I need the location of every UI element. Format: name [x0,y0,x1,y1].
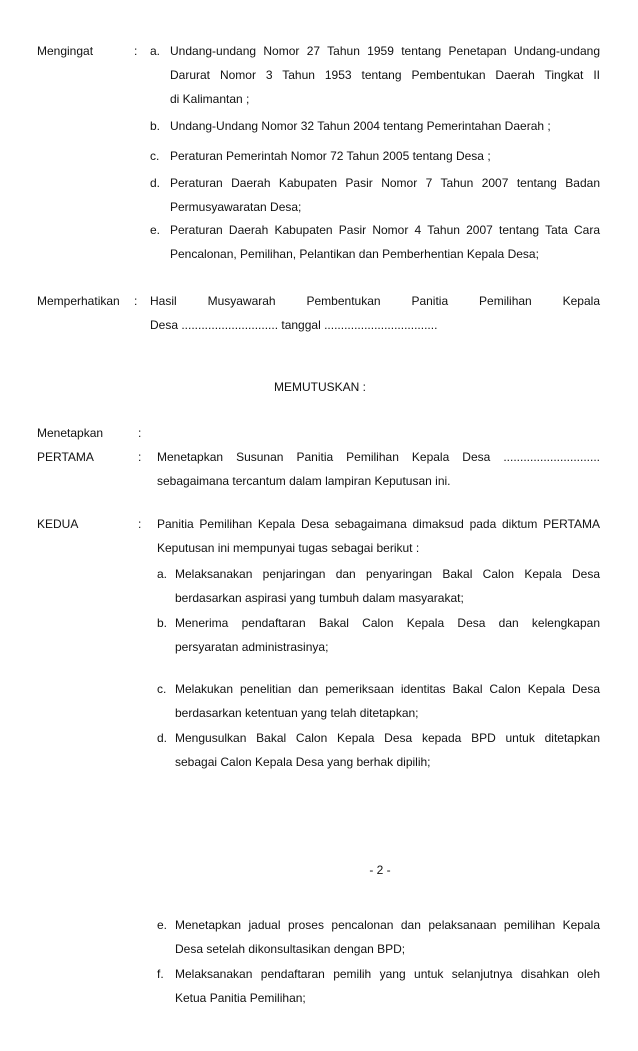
mengingat-item-c-marker: c. [150,149,160,163]
mengingat-item-a-marker: a. [150,44,161,58]
kedua-colon: : [138,517,142,531]
mengingat-item-e-marker: e. [150,223,161,237]
mengingat-item-a-line2: Darurat Nomor 3 Tahun 1953 tentang Pembentukan Daerah Tingkat II [170,68,600,82]
kedua-line2: Keputusan ini mempunyai tugas sebagai berikut : [157,541,420,555]
memutuskan-heading: MEMUTUSKAN : [273,380,366,394]
pertama-label: PERTAMA [37,450,94,464]
kedua-line1: Panitia Pemilihan Kepala Desa sebagaimana dimaksud pada diktum PERTAMA [157,517,600,531]
memperhatikan-colon: : [134,294,138,308]
mengingat-item-d-line2: Permusyawaratan Desa; [170,200,302,214]
kedua-item-d-marker: d. [157,731,168,745]
pertama-line2: sebagaimana tercantum dalam lampiran Keputusan ini. [157,474,451,488]
kedua-item-f-marker: f. [157,967,164,981]
memperhatikan-line2: Desa ............................. tanggal .................................. [150,318,438,332]
kedua-item-c-line1: Melakukan penelitian dan pemeriksaan identitas Bakal Calon Kepala Desa [175,682,600,696]
kedua-item-a-marker: a. [157,567,168,581]
kedua-item-b-line2: persyaratan administrasinya; [175,640,329,654]
kedua-item-e-marker: e. [157,918,168,932]
kedua-item-c-line2: berdasarkan ketentuan yang telah ditetapkan; [175,706,419,720]
kedua-item-d-line2: sebagai Calon Kepala Desa yang berhak dipilih; [175,755,431,769]
kedua-item-c-marker: c. [157,682,167,696]
mengingat-label: Mengingat [37,44,94,58]
page-number: - 2 - [369,863,391,877]
kedua-item-a-line2: berdasarkan aspirasi yang tumbuh dalam masyarakat; [175,591,464,605]
mengingat-item-a-line3: di Kalimantan ; [170,92,250,106]
pertama-colon: : [138,450,142,464]
memperhatikan-line1: Hasil Musyawarah Pembentukan Panitia Pemilihan Kepala [150,294,600,308]
mengingat-colon: : [134,44,138,58]
menetapkan-colon: : [138,426,142,440]
mengingat-item-d-marker: d. [150,176,161,190]
mengingat-item-e-line2: Pencalonan, Pemilihan, Pelantikan dan Pemberhentian Kepala Desa; [170,247,539,261]
kedua-item-a-line1: Melaksanakan penjaringan dan penyaringan Bakal Calon Kepala Desa [175,567,600,581]
mengingat-item-d-line1: Peraturan Daerah Kabupaten Pasir Nomor 7 Tahun 2007 tentang Badan [170,176,600,190]
kedua-label: KEDUA [37,517,79,531]
kedua-item-e-line2: Desa setelah dikonsultasikan dengan BPD; [175,942,406,956]
memperhatikan-label: Memperhatikan [37,294,120,308]
mengingat-item-c-line1: Peraturan Pemerintah Nomor 72 Tahun 2005 tentang Desa ; [170,149,491,163]
kedua-item-b-marker: b. [157,616,168,630]
mengingat-item-b-marker: b. [150,119,161,133]
kedua-item-d-line1: Mengusulkan Bakal Calon Kepala Desa kepada BPD untuk ditetapkan [175,731,600,745]
menetapkan-label: Menetapkan [37,426,104,440]
mengingat-item-e-line1: Peraturan Daerah Kabupaten Pasir Nomor 4 Tahun 2007 tentang Tata Cara [170,223,600,237]
kedua-item-b-line1: Menerima pendaftaran Bakal Calon Kepala Desa dan kelengkapan [175,616,600,630]
mengingat-item-b-line1: Undang-Undang Nomor 32 Tahun 2004 tentang Pemerintahan Daerah ; [170,119,551,133]
kedua-item-f-line1: Melaksanakan pendaftaran pemilih yang untuk selanjutnya disahkan oleh [175,967,600,981]
kedua-item-e-line1: Menetapkan jadual proses pencalonan dan pelaksanaan pemilihan Kepala [175,918,600,932]
mengingat-item-a-line1: Undang-undang Nomor 27 Tahun 1959 tentang Penetapan Undang-undang [170,44,600,58]
kedua-item-f-line2: Ketua Panitia Pemilihan; [175,991,306,1005]
pertama-line1: Menetapkan Susunan Panitia Pemilihan Kepala Desa ............................. [157,450,600,464]
